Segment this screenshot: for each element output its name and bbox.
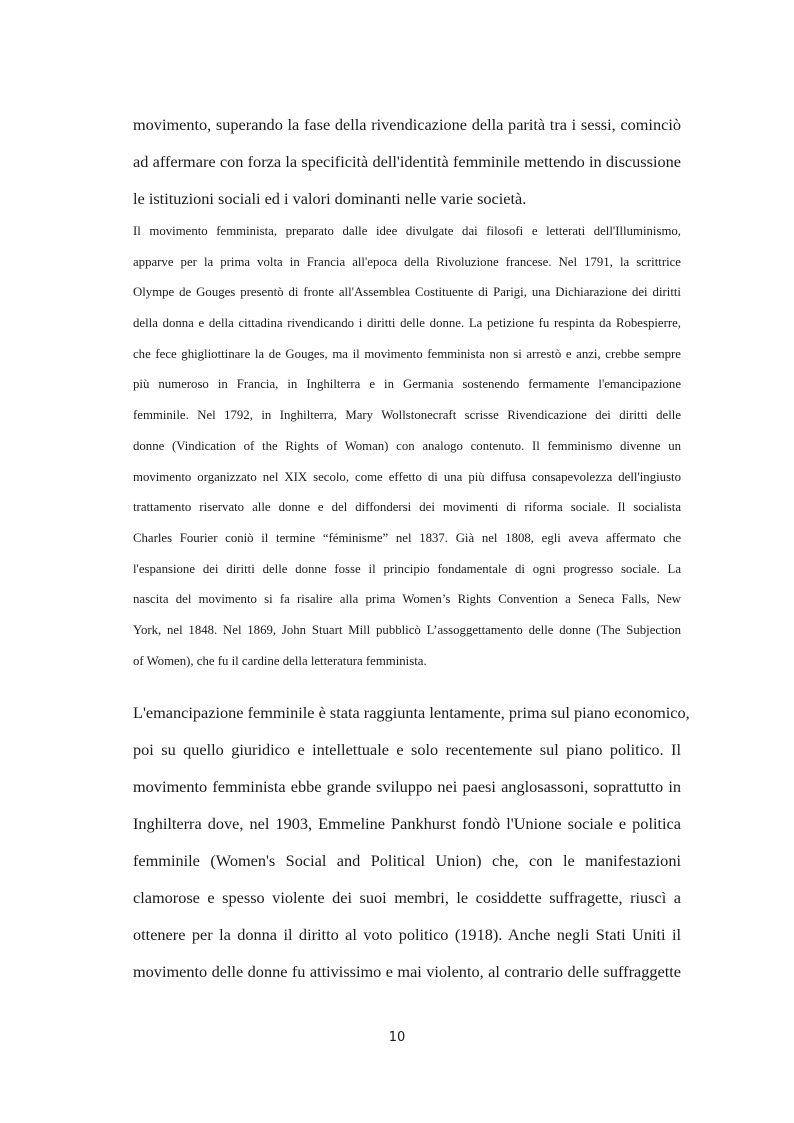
text-line: ad affermare con forza la specificità dell'identità femminile mettendo in discussione [133,152,681,171]
text-line: movimento, superando la fase della rivendicazione della parità tra i sessi, cominciò [133,115,681,134]
text-line: ottenere per la donna il diritto al voto politico (1918). Anche negli Stati Uniti il [133,925,681,944]
quote-line: Il movimento femminista, preparato dalle idee divulgate dai filosofi e letterati dell'Illuminismo, [133,224,681,238]
page-number: 10 [388,1030,406,1045]
text-line: L'emancipazione femminile è stata raggiunta lentamente, prima sul piano economico, [133,703,690,722]
text-line: femminile (Women's Social and Political Union) che, con le manifestazioni [133,851,681,870]
text-line: clamorose e spesso violente dei suoi membri, le cosiddette suffragette, riuscì a [133,888,681,907]
text-line: movimento delle donne fu attivissimo e mai violento, al contrario delle suffraggette [133,962,681,981]
text-line: poi su quello giuridico e intellettuale e solo recentemente sul piano politico. Il [133,740,681,759]
quote-line: che fece ghigliottinare la de Gouges, ma il movimento femminista non si arrestò e anzi, crebbe sempre [133,346,681,361]
quote-line: York, nel 1848. Nel 1869, John Stuart Mill pubblicò L’assoggettamento delle donne (The Subjection [133,622,681,637]
quote-line: più numeroso in Francia, in Inghilterra e in Germania sostenendo fermamente l'emancipazione [133,377,681,392]
text-line: le istituzioni sociali ed i valori dominanti nelle varie società. [133,189,527,208]
quote-line: apparve per la prima volta in Francia all'epoca della Rivoluzione francese. Nel 1791, la scrittrice [133,254,681,269]
paragraph-emancipation [133,703,690,999]
text-line: movimento femminista ebbe grande sviluppo nei paesi anglosassoni, soprattutto in [133,777,681,796]
quote-line: Olympe de Gouges presentò di fronte all'Assemblea Costituente di Parigi, una Dichiarazione dei diritti [133,285,681,300]
text-line: Inghilterra dove, nel 1903, Emmeline Pankhurst fondò l'Unione sociale e politica [133,814,681,833]
quote-line: of Women), che fu il cardine della letteratura femminista. [133,653,427,668]
block-quote [133,223,681,683]
paragraph-intro [133,115,681,226]
quote-line: trattamento riservato alle donne e del diffondersi dei movimenti di riforma sociale. Il socialista [133,500,681,515]
quote-line: donne (Vindication of the Rights of Woman) con analogo contenuto. Il femminismo divenne un [133,438,681,453]
quote-line: nascita del movimento si fa risalire alla prima Women’s Rights Convention a Seneca Falls, New [133,592,681,607]
quote-line: l'espansione dei diritti delle donne fosse il principio fondamentale di ogni progresso sociale. La [133,561,681,576]
quote-line: Charles Fourier coniò il termine “féminisme” nel 1837. Già nel 1808, egli aveva affermato che [133,530,681,545]
quote-line: movimento organizzato nel XIX secolo, come effetto di una più diffusa consapevolezza dell'ingiusto [133,469,681,484]
quote-line: femminile. Nel 1792, in Inghilterra, Mary Wollstonecraft scrisse Rivendicazione dei diritti delle [133,408,681,423]
quote-line: della donna e della cittadina rivendicando i diritti delle donne. La petizione fu respinta da Robespierre, [133,316,681,331]
